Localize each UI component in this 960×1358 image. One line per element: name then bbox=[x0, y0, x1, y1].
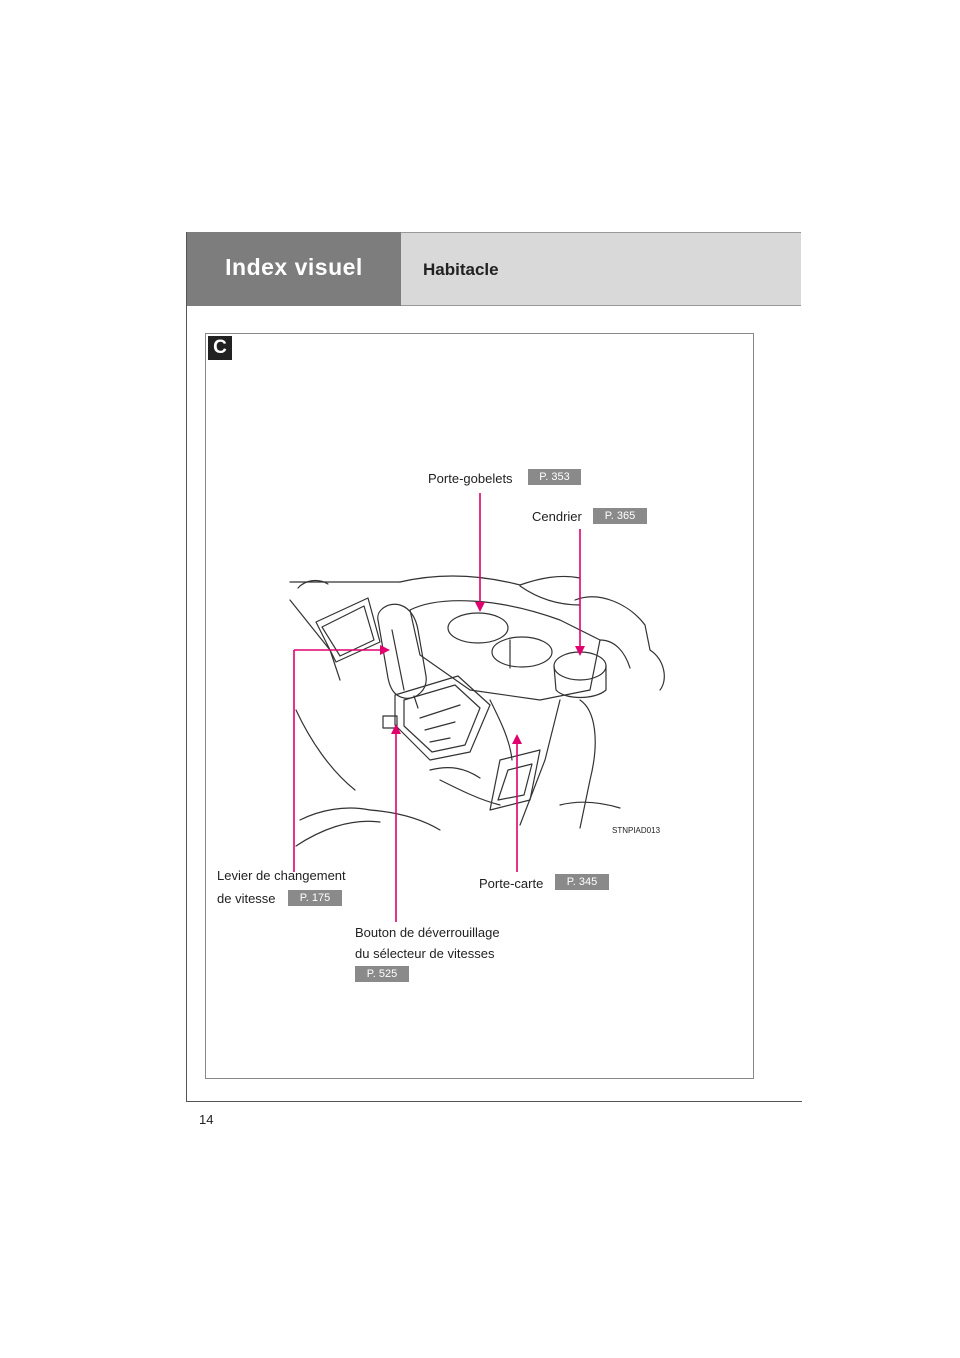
subsection-title: Habitacle bbox=[423, 260, 499, 279]
cup-holders-label: Porte-gobelets bbox=[428, 471, 513, 486]
card-holder-label: Porte-carte bbox=[479, 876, 544, 891]
shift-lock-page-ref[interactable]: P. 525 bbox=[355, 966, 409, 982]
shift-lock-label-line1: Bouton de déverrouillage bbox=[355, 925, 500, 940]
ashtray-page-ref[interactable]: P. 365 bbox=[593, 508, 647, 524]
shift-lock-label-line2: du sélecteur de vitesses bbox=[355, 946, 495, 961]
cup-holders-page-ref[interactable]: P. 353 bbox=[528, 469, 581, 485]
page-number: 14 bbox=[199, 1112, 214, 1127]
illustration-code: STNPIAD013 bbox=[612, 826, 661, 835]
section-title: Index visuel bbox=[225, 253, 363, 280]
shift-lever-page-ref[interactable]: P. 175 bbox=[288, 890, 342, 906]
panel-letter-badge: C bbox=[208, 336, 232, 360]
ashtray-label: Cendrier bbox=[532, 509, 582, 524]
shift-lever-label-line2: de vitesse bbox=[217, 891, 276, 906]
shift-lever-label-line1: Levier de changement bbox=[217, 868, 346, 883]
card-holder-page-ref[interactable]: P. 345 bbox=[555, 874, 609, 890]
